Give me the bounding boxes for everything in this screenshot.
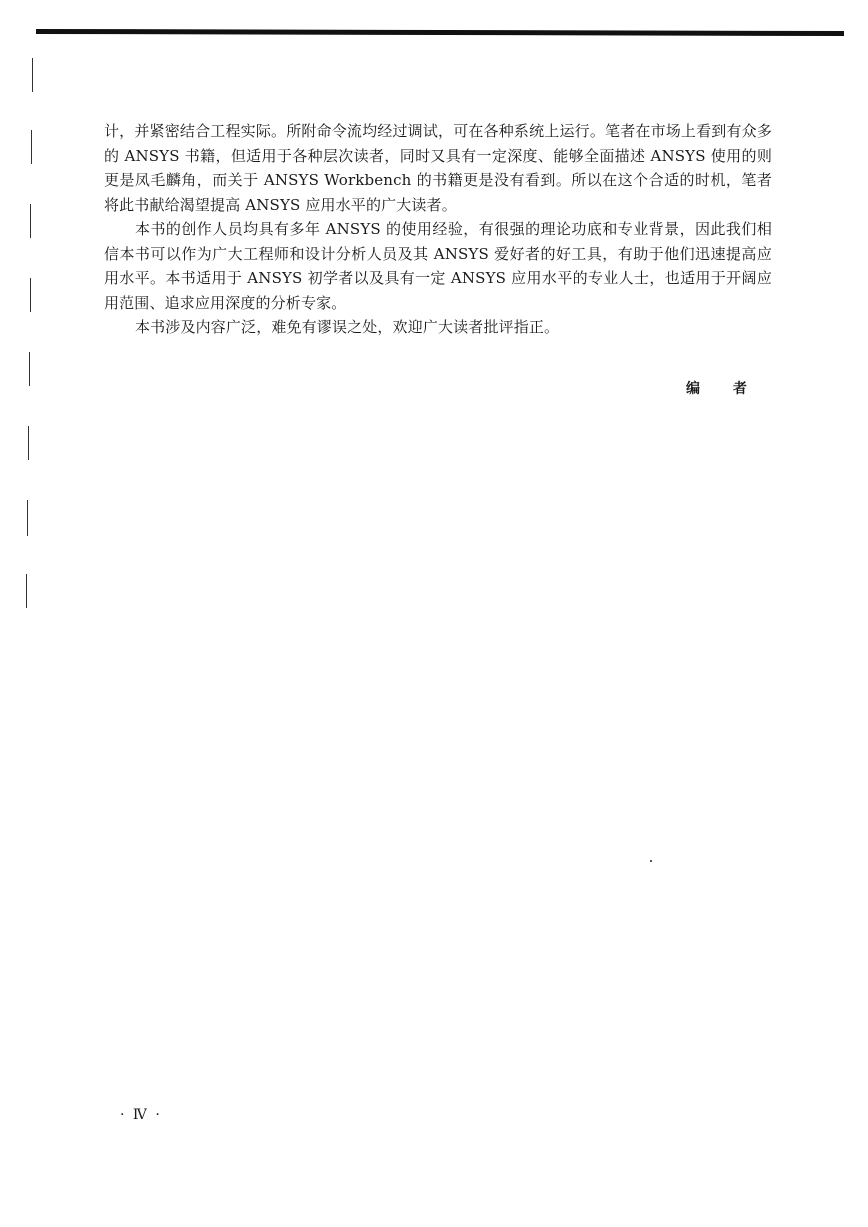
header-rule bbox=[36, 29, 844, 36]
scan-margin-mark bbox=[31, 130, 32, 164]
body-text bbox=[104, 119, 772, 340]
scan-speck bbox=[650, 860, 652, 862]
scan-margin-mark bbox=[30, 278, 31, 312]
scan-margin-mark bbox=[28, 426, 29, 460]
page-number: · Ⅳ · bbox=[120, 1107, 162, 1123]
paragraph-errata: 本书涉及内容广泛，难免有谬误之处，欢迎广大读者批评指正。 bbox=[135, 318, 560, 336]
scan-margin-mark bbox=[32, 58, 33, 92]
scan-margin-mark bbox=[26, 574, 27, 608]
paragraph-continued: 计，并紧密结合工程实际。所附命令流均经过调试，可在各种系统上运行。笔者在市场上看到有众多的 ANSYS 书籍，但适用于各种层次读者，同时又具有一定深度、能够全面描述 ANSYS 使用的则更是凤毛麟角，而关于 ANSYS Workbench 的书籍更是没有看到。所以在这个合适的时机，笔者将此书献给渴望提高 ANSYS 应用水平的广大读者。 bbox=[104, 122, 772, 214]
paragraph-authors: 本书的创作人员均具有多年 ANSYS 的使用经验，有很强的理论功底和专业背景，因此我们相信本书可以作为广大工程师和设计分析人员及其 ANSYS 爱好者的好工具，有助于他们迅速提高应用水平。本书适用于 ANSYS 初学者以及具有一定 ANSYS 应用水平的专业人士，也适用于开阔应用范围、追求应用深度的分析专家。 bbox=[104, 220, 772, 312]
signature-editor: 编 者 bbox=[686, 381, 761, 397]
scan-margin-mark bbox=[29, 352, 30, 386]
scan-margin-mark bbox=[30, 204, 31, 238]
scan-margin-mark bbox=[27, 500, 28, 536]
